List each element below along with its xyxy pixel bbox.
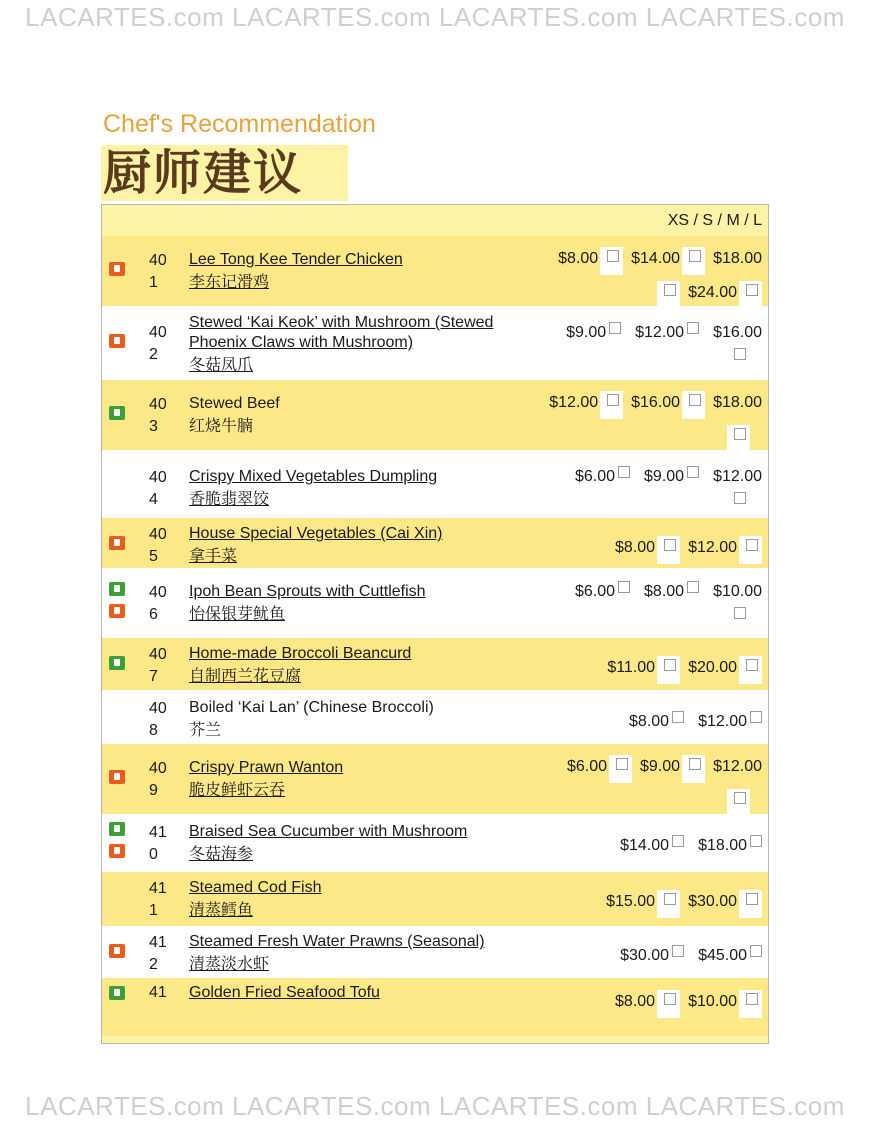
size-checkbox[interactable] xyxy=(609,322,621,334)
price: $18.00 xyxy=(698,837,747,854)
size-checkbox[interactable] xyxy=(687,581,699,593)
price: $45.00 xyxy=(698,947,747,964)
menu-item-row xyxy=(102,518,768,568)
price: $12.00 xyxy=(698,713,747,730)
vegetarian-icon xyxy=(109,822,125,836)
price: $9.00 xyxy=(640,758,681,775)
item-name-chinese: 李东记滑鸡 xyxy=(189,272,270,291)
item-number: 40 3 xyxy=(149,396,167,435)
size-header: XS / S / M / L xyxy=(667,212,762,229)
size-checkbox[interactable] xyxy=(664,893,676,905)
item-name-english[interactable]: Crispy Mixed Vegetables Dumpling xyxy=(189,468,438,485)
size-checkbox[interactable] xyxy=(607,250,619,262)
item-name-chinese: 冬菇海参 xyxy=(189,844,254,863)
item-number: 40 4 xyxy=(149,469,167,508)
menu-item-row xyxy=(102,814,768,872)
item-icons xyxy=(109,822,129,866)
item-name-chinese: 冬菇凤爪 xyxy=(189,355,254,374)
section-title-chinese: 厨师建议 xyxy=(101,145,348,201)
size-checkbox[interactable] xyxy=(616,758,628,770)
price: $6.00 xyxy=(574,583,616,600)
item-names xyxy=(189,250,529,292)
menu-item-row xyxy=(102,744,768,814)
size-checkbox[interactable] xyxy=(664,539,676,551)
item-icons xyxy=(109,656,129,678)
size-checkbox[interactable] xyxy=(750,945,762,957)
item-name-english[interactable]: House Special Vegetables (Cai Xin) xyxy=(189,525,443,542)
item-prices xyxy=(522,710,762,734)
chef-recommend-icon xyxy=(109,334,125,348)
item-prices xyxy=(522,391,762,453)
item-name-chinese: 芥兰 xyxy=(189,720,222,739)
price: $16.00 xyxy=(713,324,762,341)
price: $8.00 xyxy=(644,583,685,600)
item-icons xyxy=(109,536,129,558)
menu-item-row xyxy=(102,236,768,306)
item-name-chinese: 自制西兰花豆腐 xyxy=(189,666,302,685)
item-name-english[interactable]: Steamed Fresh Water Prawns (Seasonal) xyxy=(189,933,485,950)
item-number: 40 6 xyxy=(149,584,167,623)
item-names xyxy=(189,758,529,800)
size-checkbox[interactable] xyxy=(618,581,630,593)
size-checkbox[interactable] xyxy=(750,835,762,847)
menu-table xyxy=(101,204,769,1044)
price: $12.00 xyxy=(635,324,685,341)
menu-item-row xyxy=(102,380,768,450)
size-checkbox[interactable] xyxy=(689,250,701,262)
size-checkbox[interactable] xyxy=(746,539,758,551)
item-number: 41 xyxy=(149,984,167,1001)
size-checkbox[interactable] xyxy=(689,758,701,770)
vegetarian-icon xyxy=(109,986,125,1000)
price: $16.00 xyxy=(631,394,681,411)
item-name-english[interactable]: Boiled ‘Kai Lan’ (Chinese Broccoli) xyxy=(189,699,434,716)
price: $18.00 xyxy=(713,394,762,411)
item-name-english[interactable]: Home-made Broccoli Beancurd xyxy=(189,645,412,662)
item-names xyxy=(189,582,529,624)
chef-recommend-icon xyxy=(109,944,125,958)
item-name-english[interactable]: Stewed Beef xyxy=(189,395,280,412)
price: $14.00 xyxy=(620,837,670,854)
size-checkbox[interactable] xyxy=(607,394,619,406)
price: $30.00 xyxy=(688,893,737,910)
size-checkbox[interactable] xyxy=(746,284,758,296)
price: $15.00 xyxy=(606,893,656,910)
price: $9.00 xyxy=(566,324,607,341)
item-number: 40 8 xyxy=(149,700,167,739)
chef-recommend-icon xyxy=(109,770,125,784)
price: $12.00 xyxy=(713,758,762,775)
item-name-english[interactable]: Stewed ‘Kai Keok’ with Mushroom (Stewed Phoenix Claws with Mushroom) xyxy=(189,314,494,351)
size-checkbox[interactable] xyxy=(687,466,699,478)
item-name-chinese: 香脆翡翠饺 xyxy=(189,489,270,508)
item-names xyxy=(189,932,529,974)
size-checkbox[interactable] xyxy=(734,792,746,804)
item-prices xyxy=(522,656,762,684)
price: $12.00 xyxy=(549,394,599,411)
size-checkbox[interactable] xyxy=(734,348,746,360)
size-checkbox[interactable] xyxy=(746,993,758,1005)
item-name-english[interactable]: Golden Fried Seafood Tofu xyxy=(189,984,380,1001)
size-checkbox[interactable] xyxy=(687,322,699,334)
price: $8.00 xyxy=(629,713,670,730)
size-checkbox[interactable] xyxy=(746,893,758,905)
item-prices xyxy=(522,536,762,564)
item-icons xyxy=(109,986,129,1008)
item-names xyxy=(189,467,529,509)
size-checkbox[interactable] xyxy=(734,428,746,440)
item-icons xyxy=(109,334,129,356)
item-name-english[interactable]: Lee Tong Kee Tender Chicken xyxy=(189,251,403,268)
price: $12.00 xyxy=(713,468,762,485)
price: $11.00 xyxy=(607,659,656,676)
vegetarian-icon xyxy=(109,406,125,420)
size-checkbox[interactable] xyxy=(664,659,676,671)
item-name-chinese: 拿手菜 xyxy=(189,546,238,565)
menu-item-row xyxy=(102,978,768,1036)
chef-recommend-icon xyxy=(109,844,125,858)
size-checkbox[interactable] xyxy=(618,466,630,478)
item-prices xyxy=(522,247,762,309)
item-name-english[interactable]: Braised Sea Cucumber with Mushroom xyxy=(189,823,468,840)
item-name-english[interactable]: Crispy Prawn Wanton xyxy=(189,759,344,776)
item-icons xyxy=(109,262,129,284)
item-number: 40 1 xyxy=(149,252,167,291)
price: $6.00 xyxy=(566,758,608,775)
price: $24.00 xyxy=(688,284,737,301)
menu-rows xyxy=(102,236,768,1036)
item-name-chinese: 清蒸淡水虾 xyxy=(189,954,270,973)
price: $8.00 xyxy=(615,993,656,1010)
item-name-chinese: 清蒸鳕鱼 xyxy=(189,900,254,919)
item-names xyxy=(189,983,529,1003)
menu-item-row xyxy=(102,450,768,518)
item-prices xyxy=(522,321,762,360)
item-name-english[interactable]: Steamed Cod Fish xyxy=(189,879,322,896)
menu-item-row xyxy=(102,926,768,978)
item-names xyxy=(189,822,529,864)
item-prices xyxy=(522,990,762,1018)
size-checkbox[interactable] xyxy=(672,835,684,847)
item-number: 41 2 xyxy=(149,934,167,973)
item-number: 41 0 xyxy=(149,824,167,863)
item-name-chinese: 红烧牛腩 xyxy=(189,416,254,435)
item-names xyxy=(189,524,529,566)
size-checkbox[interactable] xyxy=(664,284,676,296)
item-icons xyxy=(109,770,129,792)
item-prices xyxy=(522,890,762,918)
price: $10.00 xyxy=(713,583,762,600)
item-prices xyxy=(522,465,762,504)
watermark-top: LACARTES.com LACARTES.com LACARTES.com LACARTES.com xyxy=(25,2,845,32)
menu-item-row xyxy=(102,568,768,638)
price: $14.00 xyxy=(631,250,681,267)
item-icons xyxy=(109,582,129,626)
chef-recommend-icon xyxy=(109,262,125,276)
chef-recommend-icon xyxy=(109,536,125,550)
price: $9.00 xyxy=(644,468,685,485)
item-names xyxy=(189,394,529,436)
item-number: 40 7 xyxy=(149,646,167,685)
size-checkbox[interactable] xyxy=(746,659,758,671)
section-title-english: Chef's Recommendation xyxy=(103,110,376,138)
price: $10.00 xyxy=(688,993,737,1010)
size-checkbox[interactable] xyxy=(734,607,746,619)
price: $8.00 xyxy=(558,250,599,267)
size-checkbox[interactable] xyxy=(750,711,762,723)
price: $12.00 xyxy=(688,539,737,556)
price: $20.00 xyxy=(688,659,737,676)
watermark-bottom: LACARTES.com LACARTES.com LACARTES.com LACARTES.com xyxy=(25,1091,845,1121)
menu-item-row xyxy=(102,306,768,380)
item-prices xyxy=(522,755,762,817)
price: $6.00 xyxy=(574,468,616,485)
item-name-chinese: 怡保银芽鱿鱼 xyxy=(189,604,286,623)
menu-item-row xyxy=(102,690,768,744)
item-names xyxy=(189,698,529,740)
price: $8.00 xyxy=(615,539,656,556)
vegetarian-icon xyxy=(109,656,125,670)
item-icons xyxy=(109,944,129,966)
item-name-chinese: 脆皮鲜虾云吞 xyxy=(189,780,286,799)
size-checkbox[interactable] xyxy=(664,993,676,1005)
item-number: 41 1 xyxy=(149,880,167,919)
item-names xyxy=(189,313,524,375)
size-checkbox[interactable] xyxy=(734,492,746,504)
item-number: 40 5 xyxy=(149,526,167,565)
menu-item-row xyxy=(102,872,768,926)
price: $18.00 xyxy=(713,250,762,267)
vegetarian-icon xyxy=(109,582,125,596)
item-number: 40 9 xyxy=(149,760,167,799)
item-prices xyxy=(522,580,762,619)
size-checkbox[interactable] xyxy=(689,394,701,406)
item-names xyxy=(189,878,529,920)
price: $30.00 xyxy=(620,947,670,964)
chef-recommend-icon xyxy=(109,604,125,618)
item-icons xyxy=(109,406,129,428)
size-checkbox[interactable] xyxy=(672,711,684,723)
item-name-english[interactable]: Ipoh Bean Sprouts with Cuttlefish xyxy=(189,583,426,600)
item-prices xyxy=(522,944,762,968)
size-checkbox[interactable] xyxy=(672,945,684,957)
menu-item-row xyxy=(102,638,768,690)
item-prices xyxy=(522,834,762,858)
item-number: 40 2 xyxy=(149,324,167,363)
item-names xyxy=(189,644,529,686)
